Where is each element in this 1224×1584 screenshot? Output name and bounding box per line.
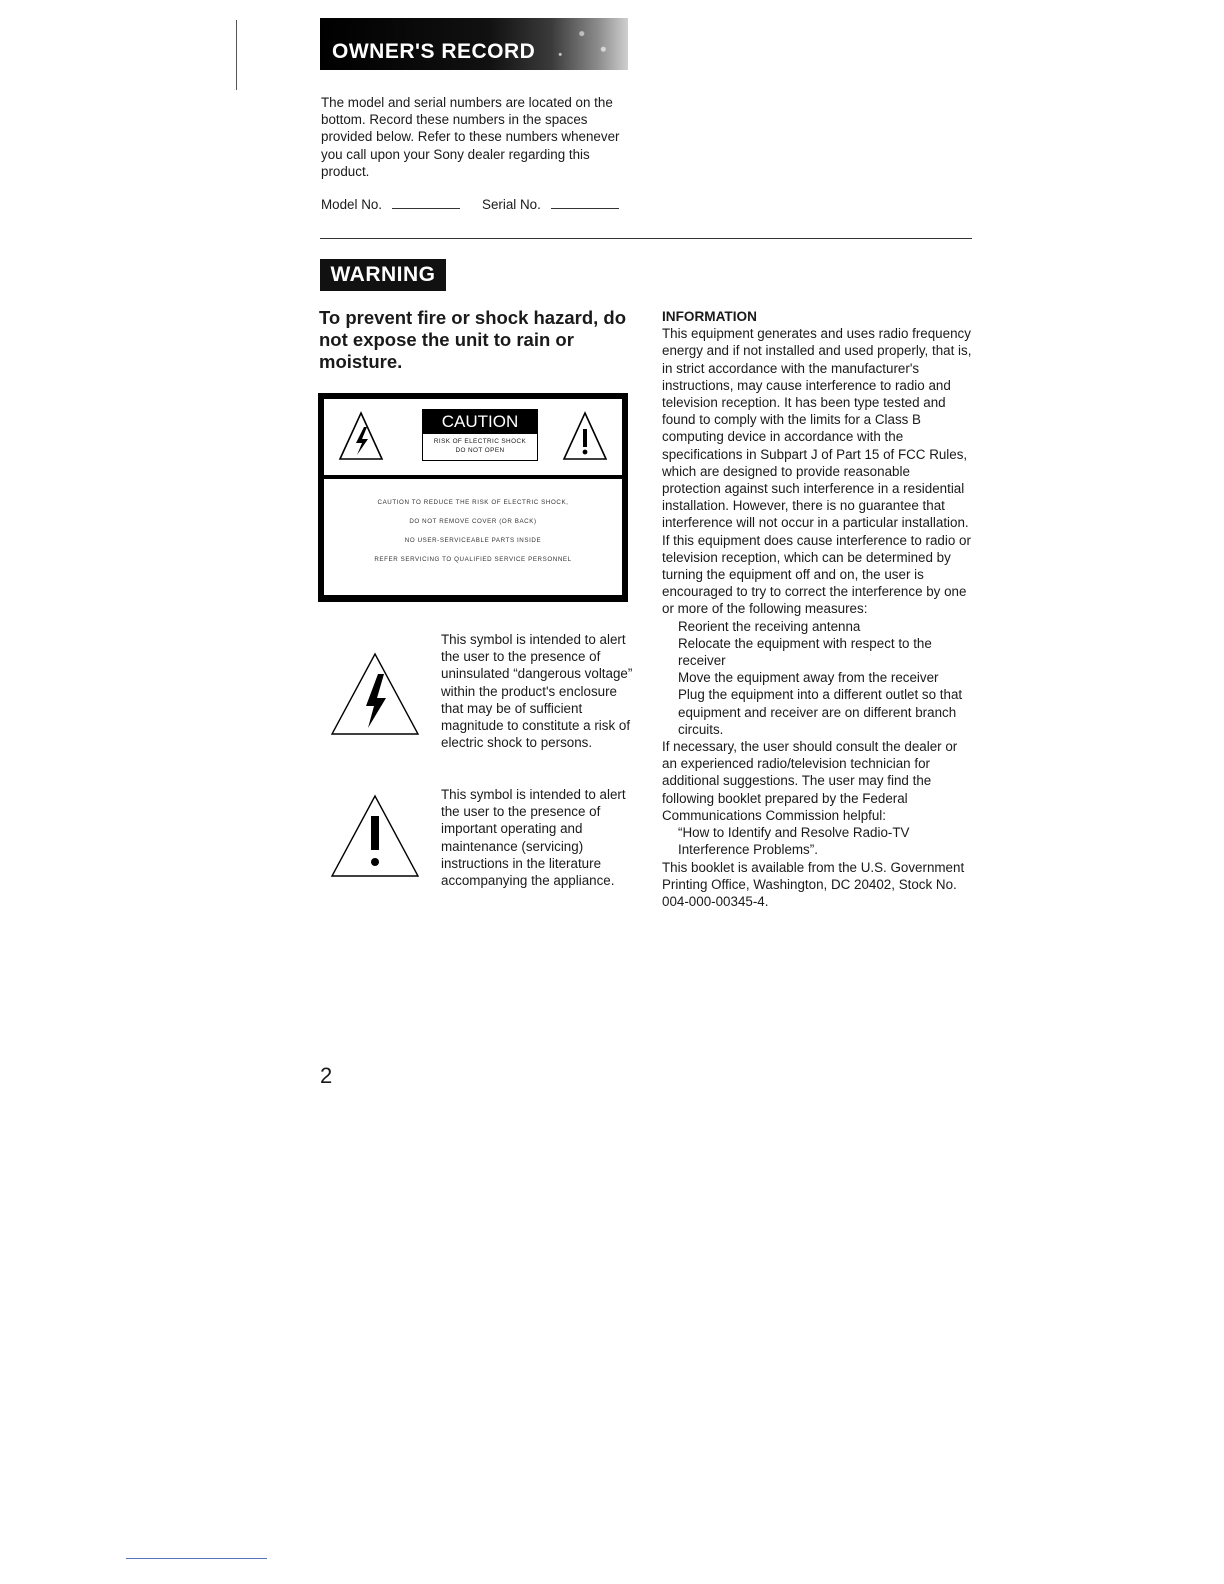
information-paragraph: This equipment generates and uses radio frequency energy and if not installed and used properly, that is, in strict accordance with the manufacturer's instructions, may cause interference to radio and television reception. It has been type tested and found to comply with the limits for a Class B computing device in accordance with the specifications in Subpart J of Part 15 of FCC Rules, which are designed to provide reasonable protection against such interference in a residential installation. However, there is no guarantee that interference will not occur in a particular installation. If this equipment does cause interference to radio or television reception, which can be determined by turning the equipment off and on, the user is encouraged to try to correct the interference by one or more of the following measures: (662, 326, 972, 617)
owners-record-banner: OWNER'S RECORD (320, 18, 628, 70)
lightning-warning-icon (338, 411, 384, 461)
divider (320, 238, 972, 239)
caution-line: CAUTION TO REDUCE THE RISK OF ELECTRIC SHOCK, (377, 499, 569, 506)
measure-item: Reorient the receiving antenna (678, 618, 861, 634)
exclamation-warning-icon (562, 411, 608, 461)
lightning-symbol-text: This symbol is intended to alert the user to the presence of uninsulated “dangerous voltage” within the product's enclosure that may be of sufficient magnitude to constitute a risk of electric shock to persons. (441, 632, 633, 751)
lightning-symbol-icon (330, 652, 420, 736)
caution-sub-1: RISK OF ELECTRIC SHOCK (433, 438, 527, 445)
owners-record-intro: The model and serial numbers are located on the bottom. Record these numbers in the spaces provided below. Refer to these numbers whenever you call upon your Sony dealer regarding this product. (321, 95, 620, 179)
caution-panel-top (324, 399, 622, 475)
serial-blank (551, 198, 619, 209)
caution-line: NO USER-SERVICEABLE PARTS INSIDE (404, 537, 542, 544)
model-blank (392, 198, 460, 209)
model-label: Model No. (321, 197, 383, 212)
warning-headline: To prevent fire or shock hazard, do not expose the unit to rain or moisture. (319, 307, 627, 372)
caution-line: DO NOT REMOVE COVER (OR BACK) (409, 518, 537, 525)
caution-sub-2: DO NOT OPEN (455, 447, 505, 454)
footer-line (126, 1558, 267, 1559)
measure-item: Plug the equipment into a different outlet so that equipment and receiver are on different branch circuits. (678, 687, 963, 737)
caution-panel (318, 393, 628, 602)
caution-title: CAUTION (423, 410, 537, 434)
information-paragraph: This booklet is available from the U.S. Government Printing Office, Washington, DC 20402, Stock No. 004-000-00345-4. (662, 859, 965, 909)
margin-mark (236, 20, 237, 90)
exclamation-symbol-text: This symbol is intended to alert the user to the presence of important operating and maintenance (servicing) instructions in the literature accompanying the appliance. (441, 787, 626, 889)
page-number: 2 (320, 1063, 333, 1088)
information-heading: INFORMATION (662, 309, 757, 324)
caution-panel-text (324, 479, 622, 595)
measure-item: Relocate the equipment with respect to the receiver (678, 635, 932, 669)
booklet-title: “How to Identify and Resolve Radio-TV Interference Problems”. (678, 825, 910, 858)
serial-label: Serial No. (482, 197, 541, 212)
warning-label: WARNING (320, 259, 446, 291)
caution-label-box (422, 409, 538, 461)
record-row (321, 197, 641, 212)
caution-line: REFER SERVICING TO QUALIFIED SERVICE PERSONNEL (374, 556, 572, 563)
measure-item: Move the equipment away from the receiver (678, 670, 939, 686)
information-paragraph: If necessary, the user should consult the dealer or an experienced radio/television technician for additional suggestions. The user may find the following booklet prepared by the Federal Communications Commission helpful: (662, 739, 958, 823)
exclamation-symbol-icon (330, 794, 420, 878)
information-section (662, 308, 972, 910)
